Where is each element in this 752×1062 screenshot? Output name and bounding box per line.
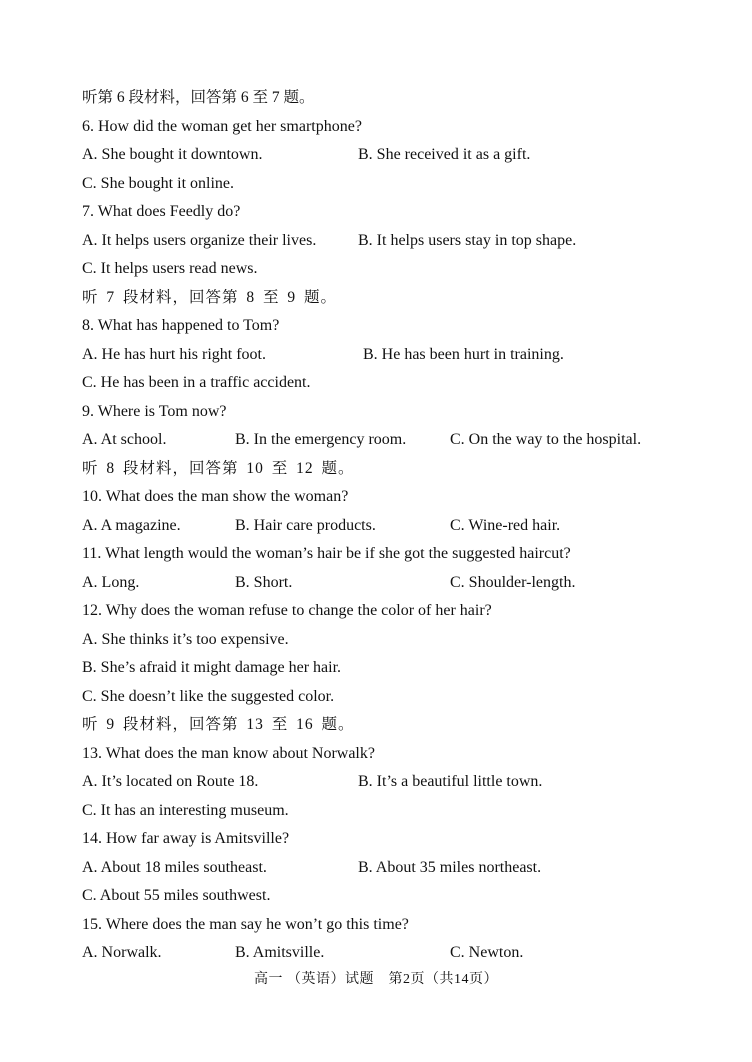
question-15-stem: 15. Where does the man say he won’t go this time? <box>82 915 409 933</box>
page-footer: 高一 （英语）试题 第2页（共14页） <box>254 972 498 987</box>
question-14-options-row <box>82 854 722 883</box>
question-14-stem: 14. How far away is Amitsville? <box>82 830 290 847</box>
question-11-stem: 11. What length would the woman’s hair be if she got the suggested haircut? <box>82 545 571 562</box>
question-6-option-a: A. She bought it downtown. <box>82 146 263 163</box>
question-11-option-c: C. Shoulder-length. <box>450 573 576 591</box>
question-9-option-c: C. On the way to the hospital. <box>450 431 642 448</box>
listening-section <box>82 84 722 968</box>
question-7-stem: 7. What does Feedly do? <box>82 203 241 220</box>
question-10-stem: 10. What does the man show the woman? <box>82 488 349 505</box>
question-13-options-row <box>82 768 722 797</box>
question-11-options-row <box>82 569 722 598</box>
question-8-stem: 8. What has happened to Tom? <box>82 317 280 334</box>
question-6-options-row <box>82 141 722 170</box>
question-13-option-c: C. It has an interesting museum. <box>82 801 289 819</box>
question-7-option-b: B. It helps users stay in top shape. <box>358 231 577 249</box>
question-11-option-b: B. Short. <box>235 573 293 591</box>
question-15-option-a: A. Norwalk. <box>82 944 162 961</box>
question-14-option-b: B. About 35 miles northeast. <box>358 858 542 876</box>
question-13-option-a: A. It’s located on Route 18. <box>82 773 259 790</box>
question-6-stem: 6. How did the woman get her smartphone? <box>82 117 362 135</box>
question-12-option-c: C. She doesn’t like the suggested color. <box>82 687 335 705</box>
question-8-option-a: A. He has hurt his right foot. <box>82 345 266 363</box>
question-12-stem: 12. Why does the woman refuse to change the color of her hair? <box>82 602 492 619</box>
question-7-options-row <box>82 227 722 256</box>
question-9-option-b: B. In the emergency room. <box>235 431 407 448</box>
question-8-options-row <box>82 341 722 370</box>
section-heading-9: 听 9 段材料，回答第 13 至 16 题。 <box>82 716 355 733</box>
question-7-option-c: C. It helps users read news. <box>82 260 258 277</box>
question-9-option-a: A. At school. <box>82 431 167 448</box>
question-15-option-c: C. Newton. <box>450 944 524 961</box>
section-heading-8: 听 8 段材料，回答第 10 至 12 题。 <box>82 459 355 477</box>
section-heading-6: 听第 6 段材料，回答第 6 至 7 题。 <box>82 89 315 106</box>
question-12-option-b: B. She’s afraid it might damage her hair. <box>82 659 342 676</box>
question-10-option-b: B. Hair care products. <box>235 516 376 534</box>
question-15-option-b: B. Amitsville. <box>235 944 325 961</box>
question-7-option-a: A. It helps users organize their lives. <box>82 231 317 249</box>
question-9-options-row <box>82 426 722 455</box>
question-13-option-b: B. It’s a beautiful little town. <box>358 773 543 790</box>
question-8-option-c: C. He has been in a traffic accident. <box>82 374 311 391</box>
question-9-stem: 9. Where is Tom now? <box>82 402 227 420</box>
section-heading-7: 听 7 段材料，回答第 8 至 9 题。 <box>82 288 338 306</box>
question-12-option-a: A. She thinks it’s too expensive. <box>82 630 289 648</box>
question-10-option-a: A. A magazine. <box>82 516 181 534</box>
question-10-options-row <box>82 512 722 541</box>
question-6-option-b: B. She received it as a gift. <box>358 146 531 163</box>
question-14-option-a: A. About 18 miles southeast. <box>82 858 267 876</box>
question-15-options-row <box>82 939 722 968</box>
question-11-option-a: A. Long. <box>82 573 140 591</box>
question-6-option-c: C. She bought it online. <box>82 174 234 192</box>
question-10-option-c: C. Wine-red hair. <box>450 516 561 534</box>
question-8-option-b: B. He has been hurt in training. <box>363 345 564 363</box>
question-13-stem: 13. What does the man know about Norwalk? <box>82 744 375 762</box>
question-14-option-c: C. About 55 miles southwest. <box>82 887 271 904</box>
